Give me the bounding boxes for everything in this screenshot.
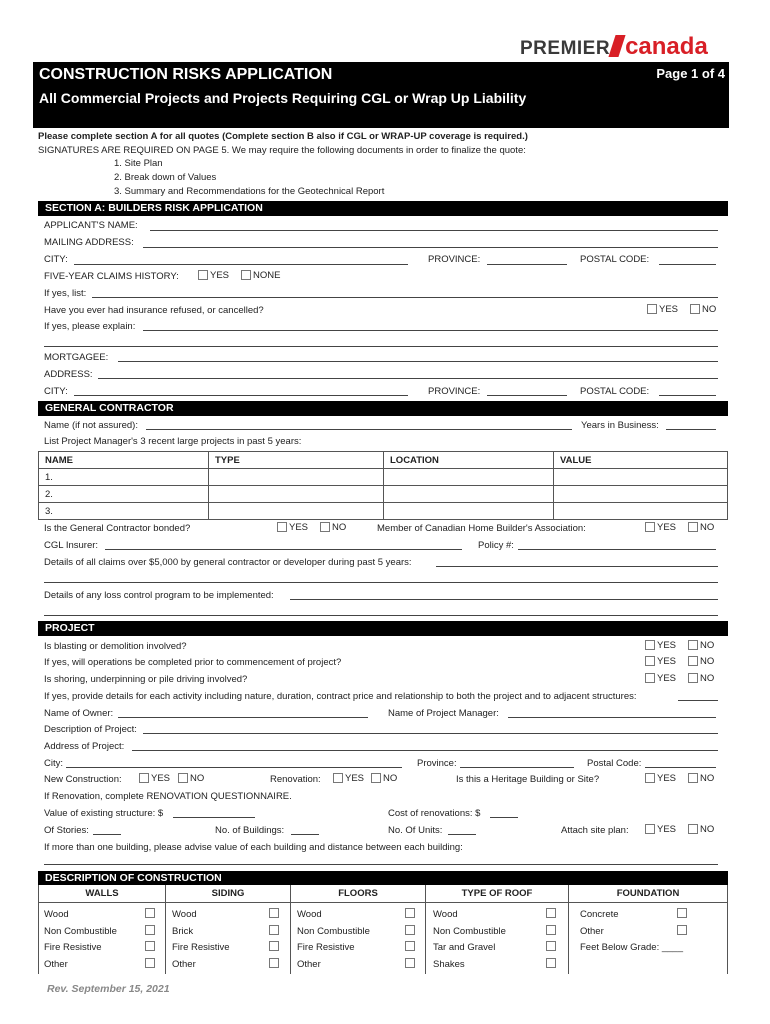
cgl-label: CGL Insurer:: [44, 540, 99, 551]
p-province-label: Province:: [417, 758, 457, 769]
checkbox[interactable]: [320, 522, 330, 532]
newc-label: New Construction:: [44, 774, 122, 785]
explain-field-2[interactable]: [44, 346, 718, 347]
desc-field[interactable]: [143, 733, 718, 734]
policy-field[interactable]: [518, 549, 716, 550]
header-block: [33, 62, 729, 128]
bonded-yes[interactable]: YES: [277, 522, 308, 533]
before-yes[interactable]: YES: [645, 656, 676, 667]
floors-noncomb-checkbox[interactable]: [405, 925, 415, 935]
attach-label: Attach site plan:: [561, 825, 629, 836]
foundation-header: FOUNDATION: [569, 885, 727, 903]
roof-wood-checkbox[interactable]: [546, 908, 556, 918]
page-title: CONSTRUCTION RISKS APPLICATION: [39, 66, 333, 83]
newc-yes[interactable]: YES: [139, 773, 170, 784]
foundation-concrete-checkbox[interactable]: [677, 908, 687, 918]
more-field[interactable]: [44, 864, 718, 865]
page-subtitle: All Commercial Projects and Projects Requiring CGL or Wrap Up Liability: [39, 90, 527, 106]
walls-wood-checkbox[interactable]: [145, 908, 155, 918]
manager-field[interactable]: [508, 717, 716, 718]
buildings-field[interactable]: [291, 834, 319, 835]
table-cell[interactable]: [554, 486, 728, 503]
gc-name-field[interactable]: [146, 429, 572, 430]
member-no[interactable]: NO: [688, 522, 714, 533]
address-label: ADDRESS:: [44, 369, 93, 380]
claims-none[interactable]: NONE: [241, 270, 280, 281]
checkbox[interactable]: [645, 824, 655, 834]
details-label: If yes, provide details for each activity including nature, duration, contract price and relationship to both the project and to adjacent structures:: [44, 691, 637, 702]
postal-field[interactable]: [659, 264, 716, 265]
roof-tar: Tar and Gravel: [433, 942, 496, 953]
addr-field[interactable]: [132, 750, 718, 751]
table-row: [39, 486, 728, 503]
checkbox[interactable]: [690, 304, 700, 314]
table-cell[interactable]: [209, 503, 384, 520]
checkbox[interactable]: [645, 773, 655, 783]
siding-brick: Brick: [172, 926, 194, 937]
newc-no[interactable]: NO: [178, 773, 204, 784]
checkbox[interactable]: [688, 673, 698, 683]
more-label: If more than one building, please advise value of each building and distance between each building:: [44, 842, 463, 853]
loss-label: Details of any loss control program to be implemented:: [44, 590, 274, 601]
table-row: [39, 503, 728, 520]
row-number[interactable]: 1.: [39, 469, 209, 486]
col-location: LOCATION: [384, 452, 554, 469]
explain-field[interactable]: [143, 330, 718, 331]
applicant-field[interactable]: [150, 230, 718, 231]
foundation-concrete: Concrete: [580, 909, 619, 920]
m-postal-field[interactable]: [659, 395, 716, 396]
checkbox[interactable]: [198, 270, 208, 280]
foundation-feet: Feet Below Grade: ____: [580, 942, 683, 953]
province-field[interactable]: [487, 264, 567, 265]
col-type: TYPE: [209, 452, 384, 469]
checkbox[interactable]: [645, 656, 655, 666]
heritage-no[interactable]: NO: [688, 773, 714, 784]
gc-header: GENERAL CONTRACTOR: [38, 401, 728, 416]
units-field[interactable]: [448, 834, 476, 835]
roof-wood: Wood: [433, 909, 458, 920]
table-cell[interactable]: [209, 469, 384, 486]
siding-brick-checkbox[interactable]: [269, 925, 279, 935]
details-field[interactable]: [678, 700, 718, 701]
mortgagee-field[interactable]: [118, 361, 718, 362]
col-value: VALUE: [554, 452, 728, 469]
foundation-other: Other: [580, 926, 604, 937]
m-province-label: PROVINCE:: [428, 386, 481, 397]
heritage-yes[interactable]: YES: [645, 773, 676, 784]
table-cell[interactable]: [554, 503, 728, 520]
shoring-no[interactable]: NO: [688, 673, 714, 684]
walls-wood: Wood: [44, 909, 69, 920]
stories-field[interactable]: [93, 834, 121, 835]
p-province-field[interactable]: [460, 767, 574, 768]
checkbox[interactable]: [688, 773, 698, 783]
claims-list-label: If yes, list:: [44, 288, 87, 299]
foundation-other-checkbox[interactable]: [677, 925, 687, 935]
address-field[interactable]: [98, 378, 718, 379]
projects-table: [38, 451, 728, 520]
roof-noncomb: Non Combustible: [433, 926, 506, 937]
mailing-field[interactable]: [143, 247, 718, 248]
mortgagee-label: MORTGAGEE:: [44, 352, 109, 363]
buildings-label: No. of Buildings:: [215, 825, 285, 836]
before-no[interactable]: NO: [688, 656, 714, 667]
refused-no[interactable]: NO: [690, 304, 716, 315]
siding-other: Other: [172, 959, 196, 970]
floors-fire-checkbox[interactable]: [405, 941, 415, 951]
checkbox[interactable]: [688, 640, 698, 650]
construction-grid: [38, 885, 728, 974]
city-label: CITY:: [44, 254, 68, 265]
blasting-yes[interactable]: YES: [645, 640, 676, 651]
reno-yes[interactable]: YES: [333, 773, 364, 784]
walls-fire: Fire Resistive: [44, 942, 102, 953]
logo-mark-icon: [609, 35, 626, 57]
floors-other: Other: [297, 959, 321, 970]
siding-wood-checkbox[interactable]: [269, 908, 279, 918]
intro-line-1: Please complete section A for all quotes (Complete section B also if CGL or WRAP-UP coverage is required.): [38, 131, 528, 142]
page-number: Page 1 of 4: [656, 66, 725, 81]
checkbox[interactable]: [139, 773, 149, 783]
stories-label: Of Stories:: [44, 825, 89, 836]
addr-label: Address of Project:: [44, 741, 125, 752]
section-a-header: SECTION A: BUILDERS RISK APPLICATION: [38, 201, 728, 216]
checkbox[interactable]: [647, 304, 657, 314]
claims5-label: Details of all claims over $5,000 by general contractor or developer during past 5 years:: [44, 557, 412, 568]
walls-noncomb: Non Combustible: [44, 926, 117, 937]
roof-header: TYPE OF ROOF: [426, 885, 568, 903]
m-province-field[interactable]: [487, 395, 567, 396]
cost-field[interactable]: [490, 817, 518, 818]
checkbox[interactable]: [645, 522, 655, 532]
floors-wood: Wood: [297, 909, 322, 920]
blasting-label: Is blasting or demolition involved?: [44, 641, 187, 652]
gc-years-label: Years in Business:: [581, 420, 659, 431]
floors-header: FLOORS: [291, 885, 425, 903]
doc-item-3: 3. Summary and Recommendations for the Geotechnical Report: [114, 186, 385, 197]
reno-no[interactable]: NO: [371, 773, 397, 784]
blasting-no[interactable]: NO: [688, 640, 714, 651]
heritage-label: Is this a Heritage Building or Site?: [456, 774, 600, 785]
siding-header: SIDING: [166, 885, 290, 903]
loss-field[interactable]: [290, 599, 718, 600]
m-city-label: CITY:: [44, 386, 68, 397]
claims5-field-2[interactable]: [44, 582, 718, 583]
cgl-field[interactable]: [105, 549, 462, 550]
row-number[interactable]: 3.: [39, 503, 209, 520]
checkbox[interactable]: [178, 773, 188, 783]
p-postal-field[interactable]: [645, 767, 716, 768]
walls-header: WALLS: [39, 885, 165, 903]
table-row: [39, 469, 728, 486]
refused-yes[interactable]: YES: [647, 304, 678, 315]
owner-label: Name of Owner:: [44, 708, 114, 719]
postal-label: POSTAL CODE:: [580, 254, 650, 265]
roof-noncomb-checkbox[interactable]: [546, 925, 556, 935]
roof-tar-checkbox[interactable]: [546, 941, 556, 951]
walls-other: Other: [44, 959, 68, 970]
roof-shakes: Shakes: [433, 959, 465, 970]
p-city-label: City:: [44, 758, 63, 769]
claims-list-field[interactable]: [92, 297, 718, 298]
explain-label: If yes, please explain:: [44, 321, 136, 332]
checkbox[interactable]: [371, 773, 381, 783]
row-number[interactable]: 2.: [39, 486, 209, 503]
table-cell[interactable]: [554, 469, 728, 486]
gc-name-label: Name (if not assured):: [44, 420, 138, 431]
logo-canada: canada: [625, 33, 708, 60]
policy-label: Policy #:: [478, 540, 514, 551]
before-label: If yes, will operations be completed prior to commencement of project?: [44, 657, 342, 668]
bonded-label: Is the General Contractor bonded?: [44, 523, 191, 534]
shoring-label: Is shoring, underpinning or pile driving involved?: [44, 674, 248, 685]
table-cell[interactable]: [384, 469, 554, 486]
units-label: No. Of Units:: [388, 825, 443, 836]
checkbox[interactable]: [688, 656, 698, 666]
p-postal-label: Postal Code:: [587, 758, 642, 769]
walls-noncomb-checkbox[interactable]: [145, 925, 155, 935]
applicant-label: APPLICANT'S NAME:: [44, 220, 138, 231]
floors-other-checkbox[interactable]: [405, 958, 415, 968]
gc-list-label: List Project Manager's 3 recent large projects in past 5 years:: [44, 436, 302, 447]
desc-label: Description of Project:: [44, 724, 137, 735]
claims5-field[interactable]: [436, 566, 718, 567]
shoring-yes[interactable]: YES: [645, 673, 676, 684]
siding-fire-checkbox[interactable]: [269, 941, 279, 951]
footer-revision: Rev. September 15, 2021: [47, 983, 170, 995]
owner-field[interactable]: [118, 717, 368, 718]
walls-other-checkbox[interactable]: [145, 958, 155, 968]
city-field[interactable]: [74, 264, 408, 265]
claims-label: FIVE-YEAR CLAIMS HISTORY:: [44, 271, 179, 282]
project-header: PROJECT: [38, 621, 728, 636]
checkbox[interactable]: [645, 673, 655, 683]
refused-label: Have you ever had insurance refused, or cancelled?: [44, 305, 264, 316]
gc-years-field[interactable]: [666, 429, 716, 430]
mailing-label: MAILING ADDRESS:: [44, 237, 134, 248]
intro-line-2: SIGNATURES ARE REQUIRED ON PAGE 5. We may require the following documents in order to finalize the quote:: [38, 145, 526, 156]
manager-label: Name of Project Manager:: [388, 708, 499, 719]
logo-premier: PREMIER: [520, 38, 611, 59]
doc-item-1: 1. Site Plan: [114, 158, 163, 169]
member-yes[interactable]: YES: [645, 522, 676, 533]
table-cell[interactable]: [209, 486, 384, 503]
checkbox[interactable]: [688, 824, 698, 834]
member-label: Member of Canadian Home Builder's Association:: [377, 523, 586, 534]
floors-wood-checkbox[interactable]: [405, 908, 415, 918]
bonded-no[interactable]: NO: [320, 522, 346, 533]
construction-header: DESCRIPTION OF CONSTRUCTION: [38, 871, 728, 885]
checkbox[interactable]: [241, 270, 251, 280]
walls-fire-checkbox[interactable]: [145, 941, 155, 951]
table-cell[interactable]: [384, 503, 554, 520]
province-label: PROVINCE:: [428, 254, 481, 265]
existing-label: Value of existing structure: $: [44, 808, 164, 819]
table-cell[interactable]: [384, 486, 554, 503]
existing-field[interactable]: [173, 817, 255, 818]
reno-label: Renovation:: [270, 774, 321, 785]
col-name: NAME: [39, 452, 209, 469]
cost-label: Cost of renovations: $: [388, 808, 481, 819]
roof-shakes-checkbox[interactable]: [546, 958, 556, 968]
checkbox[interactable]: [688, 522, 698, 532]
loss-field-2[interactable]: [44, 615, 718, 616]
siding-other-checkbox[interactable]: [269, 958, 279, 968]
m-city-field[interactable]: [74, 395, 408, 396]
doc-item-2: 2. Break down of Values: [114, 172, 217, 183]
floors-noncomb: Non Combustible: [297, 926, 370, 937]
checkbox[interactable]: [277, 522, 287, 532]
p-city-field[interactable]: [66, 767, 402, 768]
attach-no[interactable]: NO: [688, 824, 714, 835]
checkbox[interactable]: [645, 640, 655, 650]
claims-yes[interactable]: YES: [198, 270, 229, 281]
logo: [520, 33, 708, 59]
checkbox[interactable]: [333, 773, 343, 783]
attach-yes[interactable]: YES: [645, 824, 676, 835]
siding-fire: Fire Resistive: [172, 942, 230, 953]
renoq-label: If Renovation, complete RENOVATION QUESTIONNAIRE.: [44, 791, 292, 802]
m-postal-label: POSTAL CODE:: [580, 386, 650, 397]
floors-fire: Fire Resistive: [297, 942, 355, 953]
siding-wood: Wood: [172, 909, 197, 920]
